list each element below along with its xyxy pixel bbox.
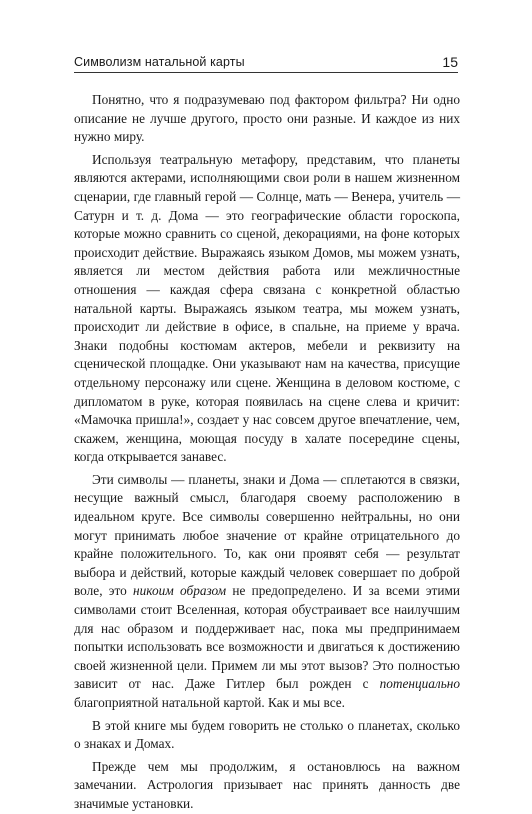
paragraph	[74, 91, 460, 147]
paragraph-text: Прежде чем мы продолжим, я остановлюсь на важном замечании. Астрология призывает нас принять данность две значимые установки.	[74, 758, 460, 811]
paragraph	[74, 471, 460, 713]
body-text	[74, 91, 460, 814]
paragraph-text: Используя театральную метафору, представим, что планеты являются актерами, исполняющими свои роли в нашем жизненном сценарии, где главный герой — Солнце, мать — Венера, учитель — Сатурн и т. д. Дома — это географические области гороскопа, которые можно сравнить со сценой, декорациями, на фоне которых происходит действие. Выражаясь языком Домов, мы можем узнать, является ли местом действия работа или межличностные отношения — каждая сфера связана с конкретной областью натальной карты. Выражаясь языком театра, мы можем узнать, происходит ли действие в офисе, в спальне, на приеме у врача. Знаки подобны костюмам актеров, мебели и реквизиту на сценической площадке. Они указывают нам на качества, присущие отдельному персонажу или сцене. Женщина в деловом костюме, с дипломатом в руке, которая появилась на сцене слева и кричит: «Мамочка пришла!», создает у нас совсем другое впечатление, чем, скажем, женщина, моющая посуду в халате посередине сцены, когда открывается занавес.	[74, 151, 460, 465]
running-head	[74, 50, 458, 73]
paragraph-text: Эти символы — планеты, знаки и Дома — сплетаются в связки, несущие важный смысл, благодаря своему расположению в идеальном круге. Все символы совершенно нейтральны, но они могут принимать любое значение от крайне отрицательного до крайне положительного. То, как они проявят себя — результат выбора и действий, которые каждый человек совершает по доброй воле, это	[74, 471, 460, 599]
running-title: Символизм натальной карты	[74, 55, 245, 69]
paragraph-text: В этой книге мы будем говорить не столько о планетах, сколько о знаках и Домах.	[74, 717, 460, 752]
paragraph-text: не предопределено. И за всеми этими символами стоит Вселенная, которая обустраивает все наилучшим для нас образом и поддерживает нас, пока мы предпринимаем попытки использовать все возможности и двигаться к достижению своей жизненной цели. Примем ли мы этот вызов? Это полностью зависит от нас. Даже Гитлер был рожден с	[74, 583, 460, 692]
page-number: 15	[442, 54, 458, 70]
emphasis-text: потенциально	[379, 676, 460, 692]
paragraph-text: благоприятной натальной картой. Как и мы все.	[74, 695, 345, 710]
paragraph	[74, 758, 460, 814]
emphasis-text: никоим образом	[133, 583, 227, 599]
paragraph	[74, 717, 460, 754]
paragraph-text: Понятно, что я подразумеваю под фактором фильтра? Ни одно описание не лучше другого, просто они разные. И каждое из них нужно миру.	[74, 92, 460, 145]
paragraph	[74, 151, 460, 467]
